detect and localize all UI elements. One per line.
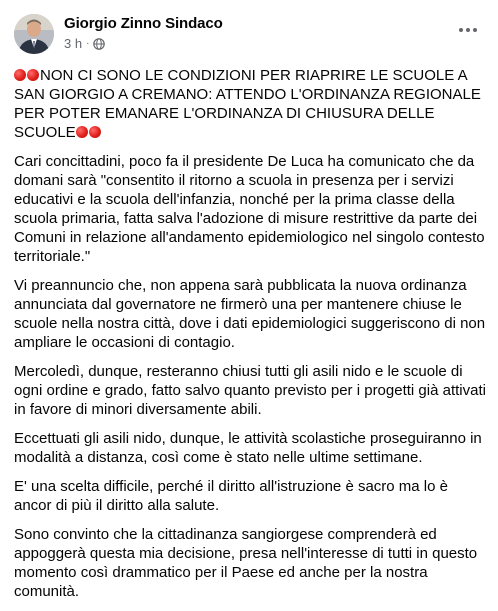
avatar-image xyxy=(14,14,54,54)
post-paragraph: E' una scelta difficile, perché il diritto all'istruzione è sacro ma lo è ancor di più il diritto alla salute. xyxy=(14,478,448,514)
post-header xyxy=(14,12,484,56)
post-paragraph: Sono convinto che la cittadinanza sangiorgese comprenderà ed appoggerà questa mia decisione, presa nell'interesse di tutti in questo momento così drammatico per il Paese ed anche per la nostra comunità. xyxy=(14,526,478,600)
post-body xyxy=(14,66,488,611)
post-meta xyxy=(64,36,105,51)
author-avatar[interactable] xyxy=(14,14,54,54)
globe-icon xyxy=(93,38,105,50)
more-dot xyxy=(459,28,463,32)
author-name[interactable]: Giorgio Zinno Sindaco xyxy=(64,15,223,32)
meta-separator: · xyxy=(86,38,90,49)
more-dot xyxy=(473,28,477,32)
post-paragraph: Mercoledì, dunque, resteranno chiusi tutti gli asili nido e le scuole di ogni ordine e grado, fatto salvo quanto previsto per i progetti già attivati in favore di minori diversamente abili. xyxy=(14,363,486,418)
headline-text: NON CI SONO LE CONDIZIONI PER RIAPRIRE LE SCUOLE A SAN GIORGIO A CREMANO: ATTENDO L'ORDINANZA REGIONALE PER POTER EMANARE L'ORDINANZA DI CHIUSURA DELLE SCUOLE xyxy=(14,67,481,141)
more-options-icon[interactable] xyxy=(454,20,482,40)
red-circle-icon xyxy=(14,69,26,81)
red-circle-icon xyxy=(89,126,101,138)
red-circle-icon xyxy=(27,69,39,81)
post-paragraph: Vi preannuncio che, non appena sarà pubblicata la nuova ordinanza annunciata dal governatore ne firmerò una per mantenere chiuse le scuole nella nostra città, dove i dati epidemiologici suggeriscono di non ampliare le occasioni di contagio. xyxy=(14,277,486,351)
red-circle-icon xyxy=(76,126,88,138)
post-time[interactable]: 3 h xyxy=(64,36,83,51)
more-dot xyxy=(466,28,470,32)
post-paragraph: Eccettuati gli asili nido, dunque, le attività scolastiche proseguiranno in modalità a distanza, così come è stato nelle ultime settimane. xyxy=(14,430,482,466)
post-headline xyxy=(14,66,488,142)
post-paragraph: Cari concittadini, poco fa il presidente De Luca ha comunicato che da domani sarà "consentito il ritorno a scuola in presenza per i servizi educativi e la scuola dell'infanzia, nonché per la prima classe della scuola primaria, fatta salva l'adozione di misure restrittive da parte dei Comuni in relazione all'andamento epidemiologico nel singolo contesto territoriale." xyxy=(14,153,485,265)
